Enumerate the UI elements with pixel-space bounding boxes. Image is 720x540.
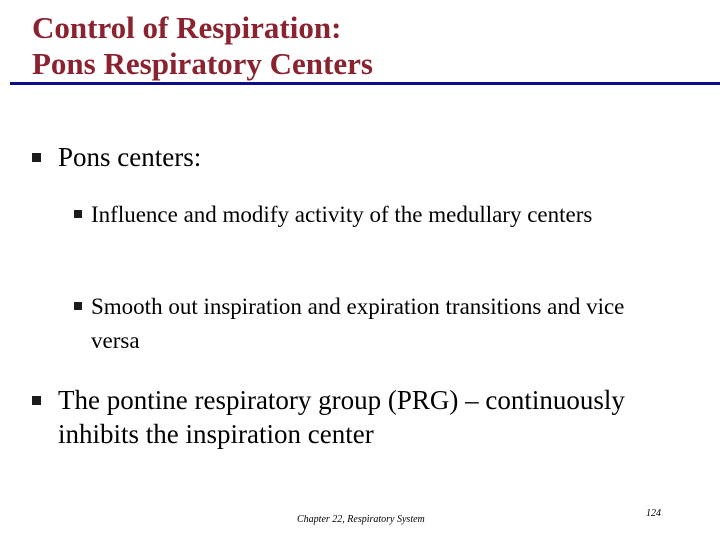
bullet-text: Pons centers: <box>58 142 202 172</box>
title-line-2: Pons Respiratory Centers <box>32 46 373 81</box>
sub-bullet-influence <box>74 198 674 232</box>
bullet-pons-centers <box>32 140 702 174</box>
title-underline <box>10 82 720 85</box>
sub-bullet-text: Influence and modify activity of the medullary centers <box>91 202 593 227</box>
sub-bullet-smooth-out <box>74 290 674 358</box>
bullet-text: The pontine respiratory group (PRG) – continuously inhibits the inspiration center <box>58 385 625 449</box>
square-bullet-icon <box>32 153 41 162</box>
square-bullet-icon <box>32 396 41 405</box>
square-bullet-icon <box>74 302 82 310</box>
page-number: 124 <box>646 508 661 519</box>
slide-title <box>32 10 373 82</box>
sub-bullet-text: Smooth out inspiration and expiration transitions and vice versa <box>91 294 625 353</box>
title-line-1: Control of Respiration: <box>32 10 342 45</box>
square-bullet-icon <box>74 210 82 218</box>
bullet-prg <box>32 383 712 451</box>
footer-chapter: Chapter 22, Respiratory System <box>297 514 425 525</box>
